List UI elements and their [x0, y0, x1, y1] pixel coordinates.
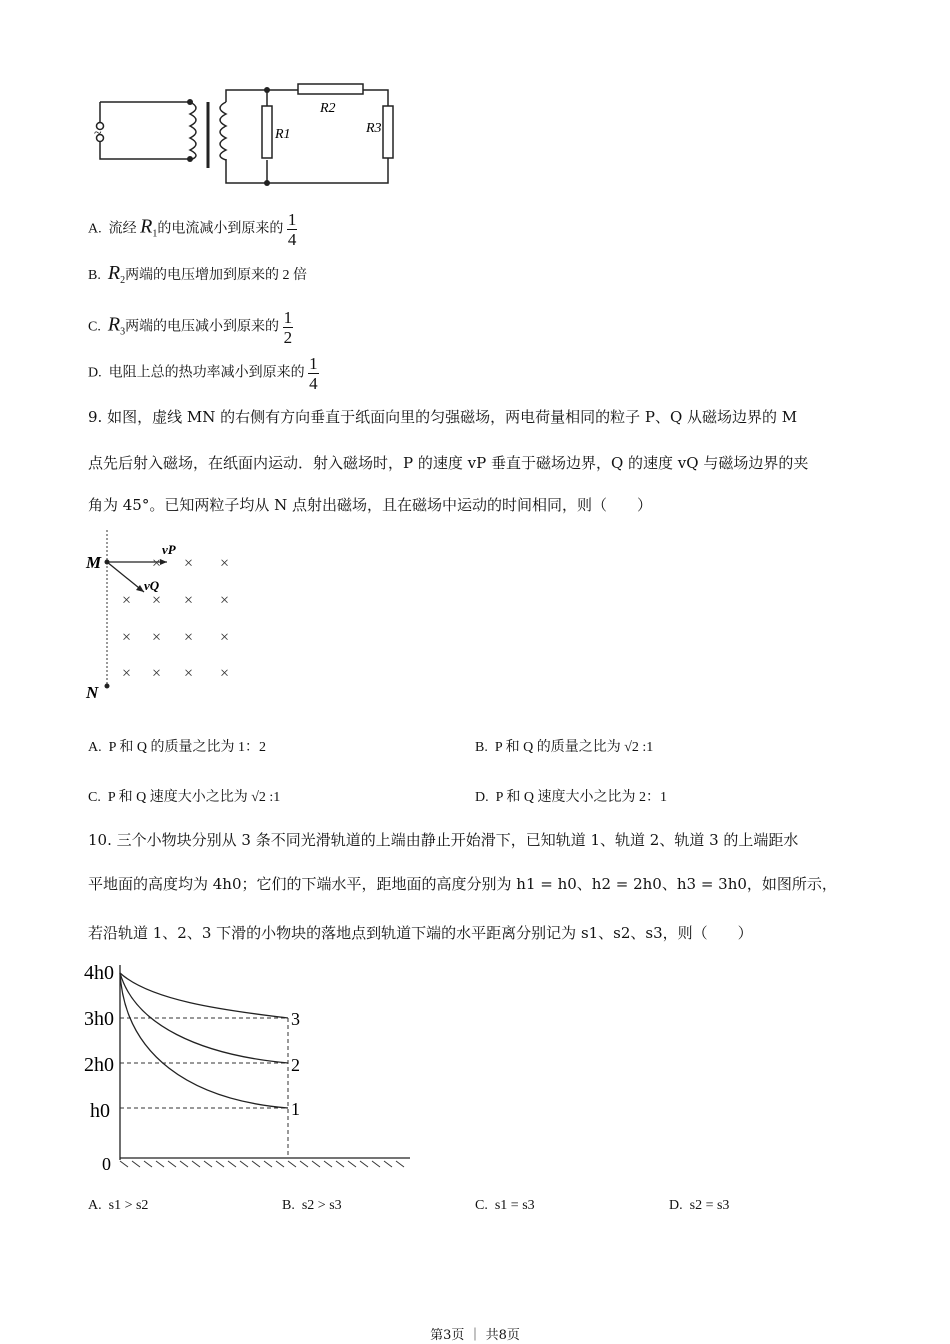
- field-cross-mark: ×: [152, 629, 162, 646]
- vp-label: vP: [162, 542, 176, 557]
- math-var: R: [107, 262, 121, 284]
- ac-source-label: ~: [94, 126, 102, 141]
- q10-option-a[interactable]: [88, 1198, 148, 1214]
- field-cross-mark: ×: [152, 555, 162, 572]
- option-letter: D.: [669, 1198, 683, 1213]
- q9-option-b[interactable]: [475, 736, 653, 756]
- tracks-diagram: [80, 955, 415, 1175]
- denominator: 4: [287, 230, 297, 249]
- option-text: P 和 Q 的质量之比为 1：2: [108, 740, 267, 755]
- denominator: 2: [283, 328, 293, 347]
- track-3-label: 3: [291, 1009, 300, 1029]
- y-label-3h0: 3h0: [84, 1008, 114, 1030]
- q8-option-a[interactable]: [88, 210, 297, 249]
- magnetic-field-diagram: [82, 530, 252, 705]
- y-label-4h0: 4h0: [84, 962, 114, 984]
- field-cross-mark: ×: [122, 665, 132, 682]
- field-cross-mark: ×: [122, 592, 132, 609]
- field-cross-mark: ×: [184, 665, 194, 682]
- option-text: P 和 Q 速度大小之比为 √2 :1: [107, 790, 281, 805]
- track-1-label: 1: [291, 1099, 300, 1119]
- q10-option-d[interactable]: [669, 1198, 729, 1214]
- field-cross-mark: ×: [184, 555, 194, 572]
- page-footer: 第3页 ｜ 共8页: [430, 1328, 520, 1343]
- fraction: [283, 308, 294, 347]
- math-sub: 3: [120, 326, 126, 338]
- option-letter: D.: [475, 790, 489, 805]
- option-letter: A.: [88, 221, 102, 237]
- q10-option-c[interactable]: [475, 1198, 535, 1214]
- option-text: s2 > s3: [301, 1198, 342, 1213]
- q10-stem-line-2: 平地面的高度均为 4h0；它们的下端水平，距地面的高度分别为 h1 = h0、h2 = 2h0、h3 = 3h0，如图所示，: [88, 875, 837, 893]
- track-2-label: 2: [291, 1055, 300, 1075]
- q10-stem-line-1: 10. 三个小物块分别从 3 条不同光滑轨道的上端由静止开始滑下，已知轨道 1、轨道 2、轨道 3 的上端距水: [88, 831, 799, 849]
- y-label-2h0: 2h0: [84, 1054, 114, 1076]
- field-cross-mark: ×: [122, 629, 132, 646]
- field-cross-mark: ×: [184, 629, 194, 646]
- option-text: P 和 Q 的质量之比为 √2 :1: [494, 740, 654, 755]
- option-letter: C.: [88, 319, 101, 335]
- option-text: s1 > s2: [108, 1198, 149, 1213]
- q8-option-d[interactable]: [88, 354, 319, 393]
- numerator: 1: [287, 210, 297, 229]
- q8-option-c[interactable]: [88, 308, 293, 347]
- denominator: 4: [309, 374, 318, 393]
- m-label: M: [86, 553, 102, 572]
- q9-option-d[interactable]: [475, 786, 667, 806]
- r3-label: R3: [366, 121, 382, 136]
- math-var: R: [107, 313, 121, 336]
- option-text: 流经: [108, 221, 137, 237]
- option-text: s1 = s3: [494, 1198, 535, 1213]
- transformer-circuit-diagram: [88, 80, 418, 195]
- option-text: P 和 Q 速度大小之比为 2：1: [495, 790, 668, 805]
- q9-option-a[interactable]: [88, 736, 266, 756]
- q8-option-b[interactable]: [88, 262, 307, 286]
- field-cross-mark: ×: [152, 665, 162, 682]
- field-cross-mark: ×: [152, 592, 162, 609]
- option-letter: B.: [475, 740, 488, 755]
- option-letter: B.: [88, 268, 101, 283]
- q9-option-c[interactable]: [88, 786, 280, 806]
- field-cross-mark: ×: [220, 555, 230, 572]
- field-cross-mark: ×: [220, 629, 230, 646]
- q9-stem-line-3: 角为 45°。已知两粒子均从 N 点射出磁场，且在磁场中运动的时间相同，则（ ）: [88, 496, 653, 514]
- r2-label: R2: [320, 101, 336, 116]
- numerator: 1: [309, 354, 318, 373]
- option-text: 两端的电压增加到原来的 2 倍: [125, 268, 308, 283]
- field-cross-mark: ×: [220, 592, 230, 609]
- math-sub: 1: [152, 228, 158, 240]
- math-var: R: [140, 215, 153, 238]
- option-letter: A.: [88, 1198, 102, 1213]
- q9-stem-line-2: 点先后射入磁场，在纸面内运动．射入磁场时，P 的速度 vP 垂直于磁场边界，Q 的速度 vQ 与磁场边界的夹: [88, 454, 809, 472]
- math-sub: 2: [120, 274, 126, 286]
- option-text: 电阻上总的热功率减小到原来的: [108, 365, 305, 381]
- q9-stem-line-1: 9. 如图，虚线 MN 的右侧有方向垂直于纸面向里的匀强磁场，两电荷量相同的粒子 P、Q 从磁场边界的 M: [88, 408, 798, 426]
- option-letter: D.: [88, 365, 102, 381]
- vq-label: vQ: [144, 578, 160, 593]
- n-label: N: [86, 683, 99, 702]
- option-text: 的电流减小到原来的: [157, 221, 284, 237]
- y-label-0: 0: [102, 1154, 111, 1174]
- option-letter: C.: [475, 1198, 488, 1213]
- q10-stem-line-3: 若沿轨道 1、2、3 下滑的小物块的落地点到轨道下端的水平距离分别记为 s1、s2、s3，则（ ）: [88, 924, 753, 942]
- option-letter: A.: [88, 740, 102, 755]
- r1-label: R1: [275, 127, 291, 142]
- field-cross-mark: ×: [220, 665, 230, 682]
- option-letter: B.: [282, 1198, 295, 1213]
- fraction: [308, 354, 319, 393]
- numerator: 1: [283, 308, 293, 327]
- y-label-h0: h0: [90, 1100, 110, 1122]
- option-letter: C.: [88, 790, 101, 805]
- option-text: 两端的电压减小到原来的: [125, 319, 280, 335]
- field-cross-mark: ×: [184, 592, 194, 609]
- q10-option-b[interactable]: [282, 1198, 342, 1214]
- option-text: s2 = s3: [689, 1198, 730, 1213]
- fraction: [287, 210, 298, 249]
